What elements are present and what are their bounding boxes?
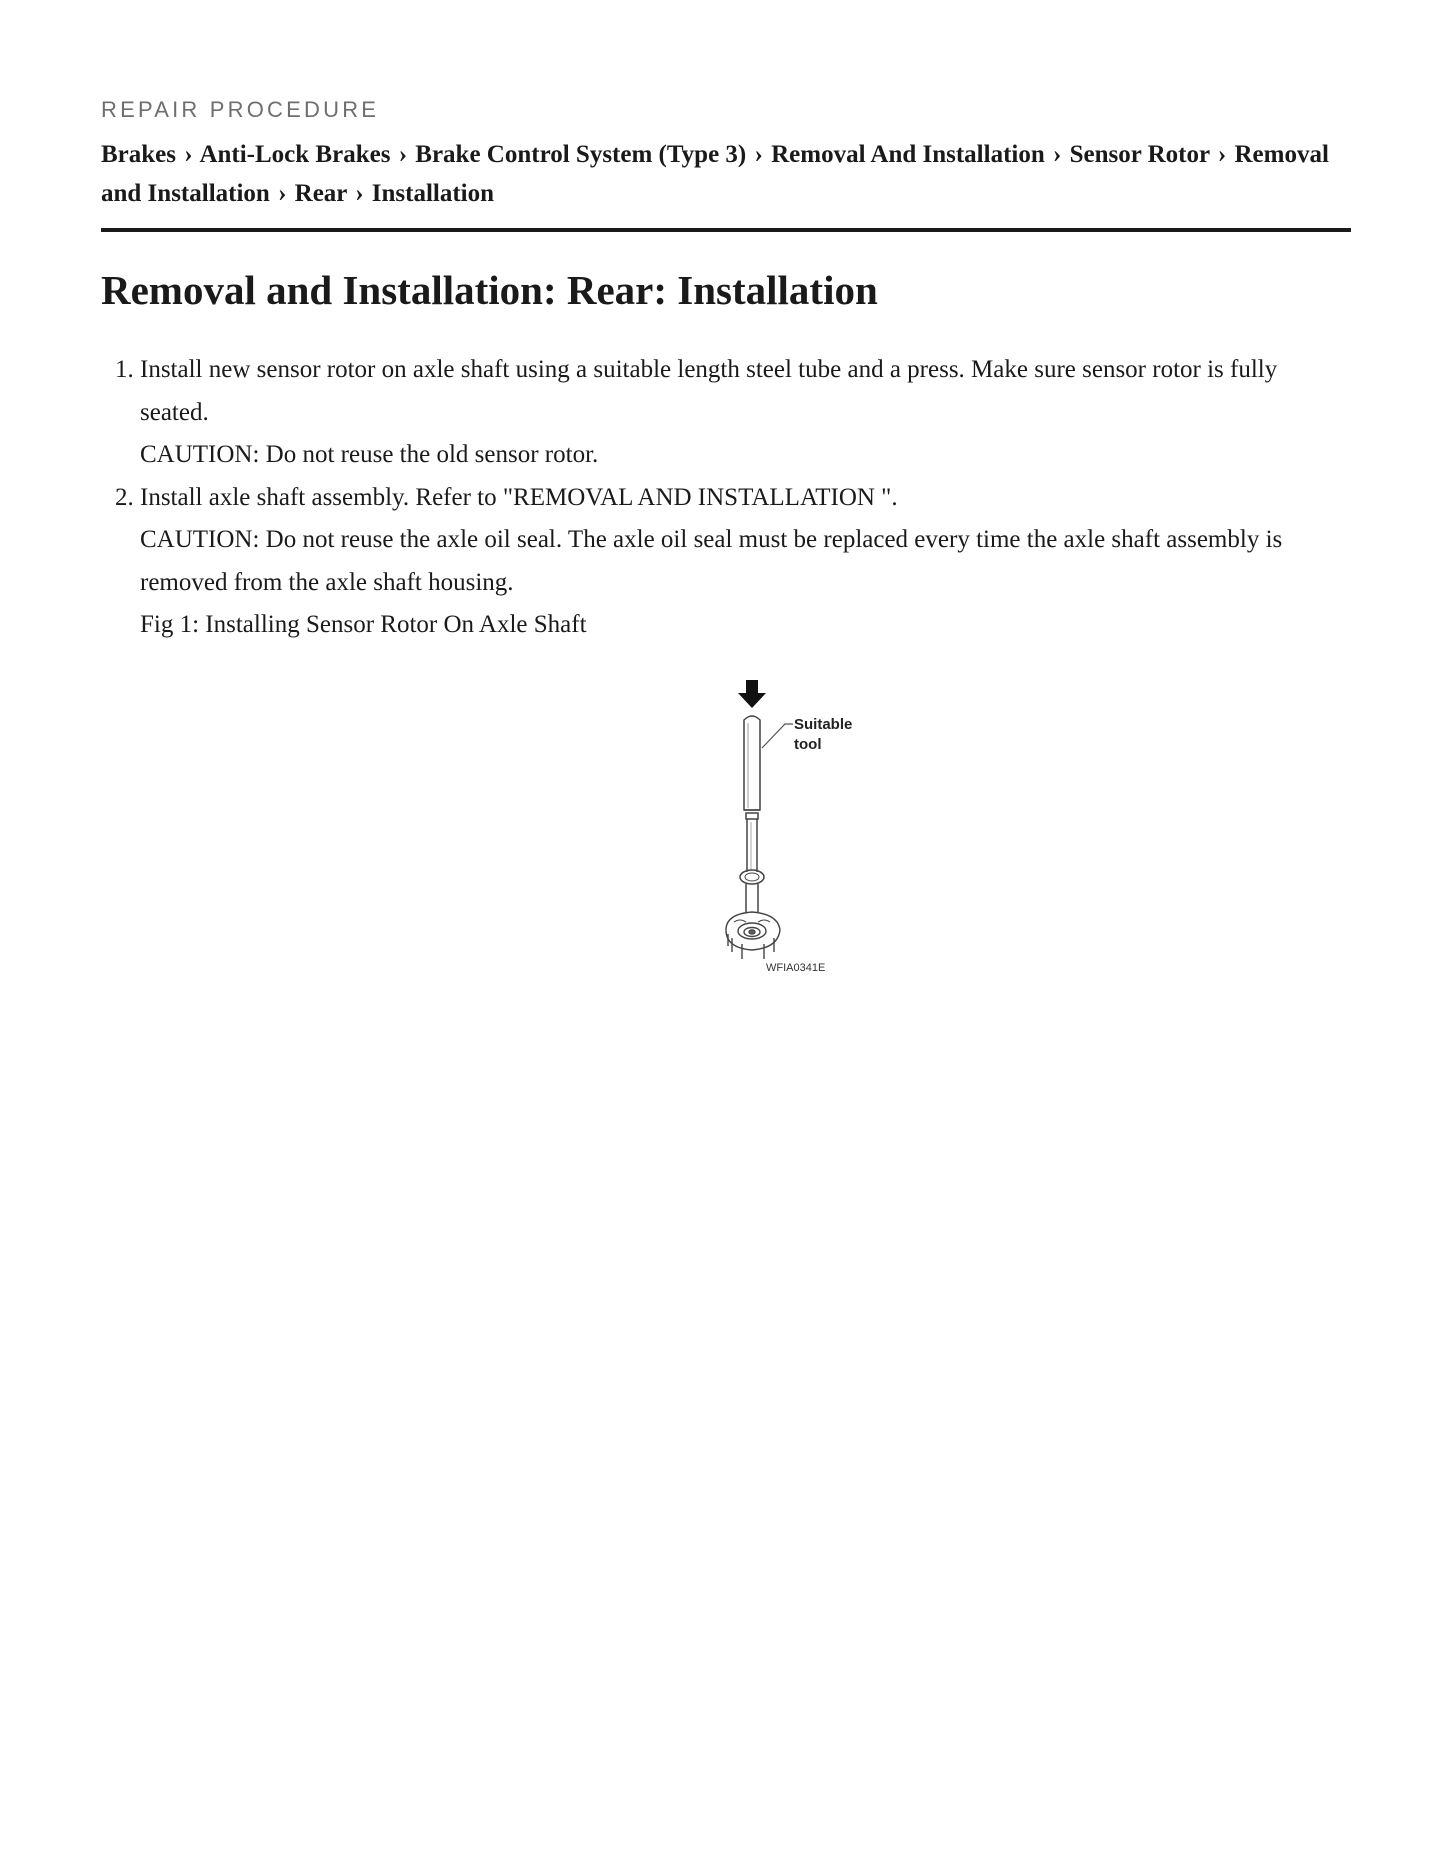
breadcrumb-separator: › [184,141,193,168]
press-arrow-icon [738,680,766,708]
axle-shaft-shape [740,810,764,912]
procedure-steps [101,349,1351,647]
breadcrumb-separator: › [278,180,287,207]
breadcrumb-item[interactable]: Rear [294,180,347,207]
callout-label-line-2: tool [794,736,822,753]
figure-caption: Fig 1: Installing Sensor Rotor On Axle Shaft [140,611,587,638]
breadcrumb-separator: › [355,180,364,207]
callout-leader [762,724,793,748]
step-caution: CAUTION: Do not reuse the old sensor rotor. [140,441,599,468]
breadcrumb-separator: › [1053,141,1062,168]
step-caution: CAUTION: Do not reuse the axle oil seal. The axle oil seal must be replaced every time the axle shaft assembly is removed from the axle shaft housing. [140,526,1283,596]
step-text: 2. Install axle shaft assembly. Refer to "REMOVAL AND INSTALLATION ". [140,483,898,511]
breadcrumb-item[interactable]: Sensor Rotor [1069,141,1210,168]
breadcrumb-item[interactable]: Removal and Installation [101,141,1329,207]
breadcrumb-item[interactable]: Brakes [101,141,176,168]
breadcrumb-item[interactable]: Removal And Installation [771,141,1045,168]
breadcrumb-item[interactable]: Anti-Lock Brakes [199,141,391,168]
step-text: 1. Install new sensor rotor on axle shaft using a suitable length steel tube and a press. Make sure sensor rotor is fully seated. [140,356,1278,426]
procedure-step-1 [140,349,1351,477]
sensor-rotor-shape [726,912,780,959]
figure-code: WFIA0341E [766,962,826,974]
breadcrumb-item[interactable]: Brake Control System (Type 3) [415,141,747,168]
callout-label-line-1: Suitable [794,716,853,733]
steel-tube-shape [744,716,760,810]
section-kicker: REPAIR PROCEDURE [101,97,380,122]
procedure-step-2 [140,477,1351,647]
breadcrumb-separator: › [1217,141,1227,168]
sensor-rotor-illustration [622,676,882,976]
breadcrumb-separator: › [754,141,763,168]
breadcrumb-separator: › [398,141,408,168]
page-title: Removal and Installation: Rear: Installation [101,267,878,313]
breadcrumb-item-current: Installation [371,180,495,207]
header-divider [101,228,1351,232]
breadcrumb [101,135,1351,213]
